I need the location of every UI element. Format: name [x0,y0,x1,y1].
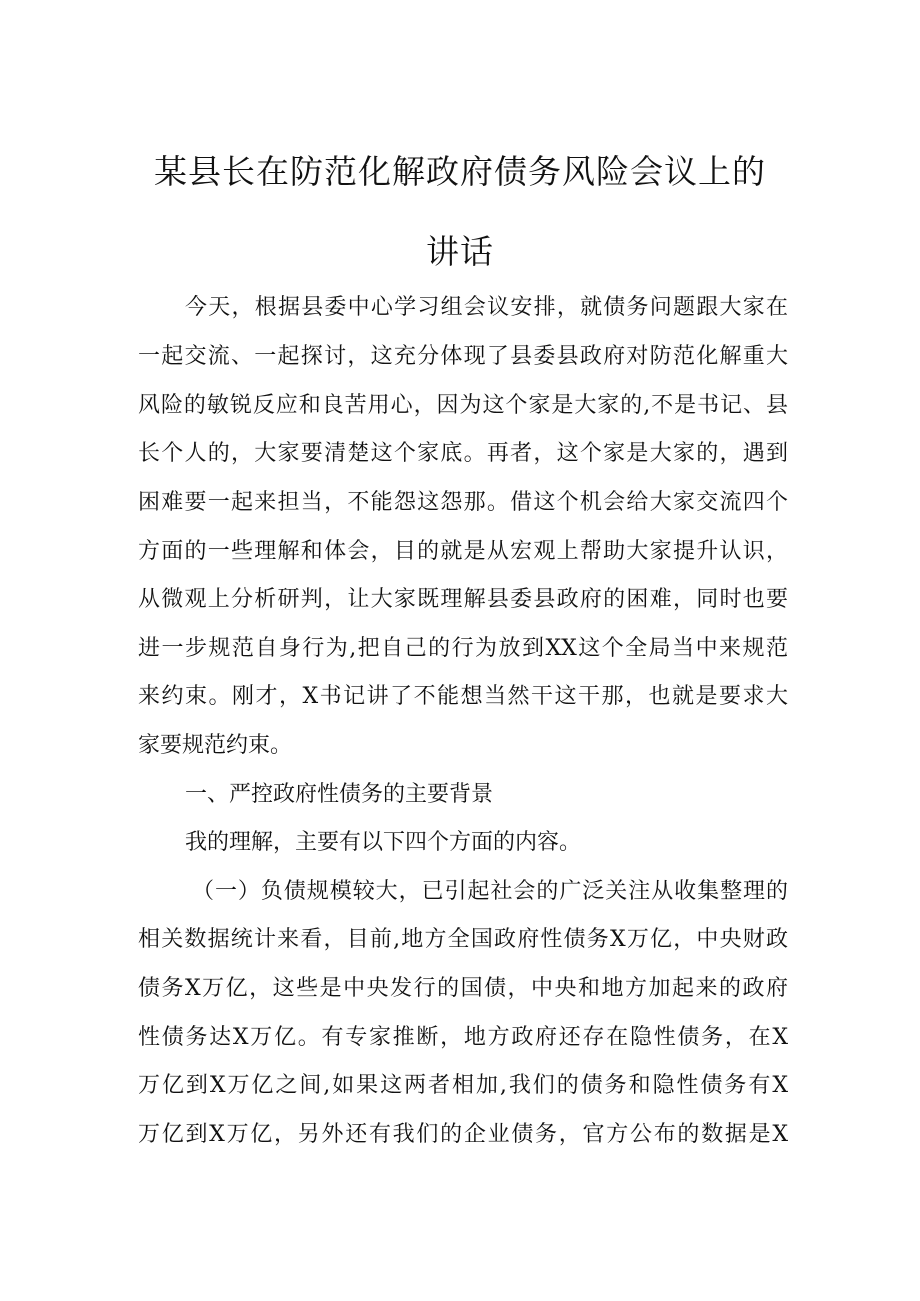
section-heading: 一、严控政府性债务的主要背景 [185,782,494,807]
paragraph-line: 困难要一起来担当，不能怨这怨那。借这个机会给大家交流四个 [138,490,788,515]
subsection-heading-line: （一）负债规模较大，已引起社会的广泛关注从收集整理的 [192,879,788,904]
document-title-line-1: 某县长在防范化解政府债务风险会议上的 [154,152,766,191]
paragraph-line: 从微观上分析研判，让大家既理解县委县政府的困难，同时也要 [138,587,788,612]
paragraph-line: 风险的敏锐反应和良苦用心，因为这个家是大家的,不是书记、县 [138,393,788,418]
paragraph-line: 万亿到X万亿之间,如果这两者相加,我们的债务和隐性债务有X [138,1073,788,1098]
paragraph-line: 万亿到X万亿，另外还有我们的企业债务，官方公布的数据是X [138,1122,788,1147]
paragraph-line: 来约束。刚才，X书记讲了不能想当然干这干那，也就是要求大 [138,684,788,709]
paragraph-line: 家要规范约束。 [138,733,293,758]
paragraph-line: 我的理解，主要有以下四个方面的内容。 [185,830,582,855]
paragraph-line: 长个人的，大家要清楚这个家底。再者，这个家是大家的，遇到 [138,441,788,466]
paragraph-line: 性债务达X万亿。有专家推断，地方政府还存在隐性债务，在X [138,1025,788,1050]
document-title-line-2: 讲话 [426,232,494,271]
paragraph-line: 相关数据统计来看，目前,地方全国政府性债务X万亿，中央财政 [138,927,788,952]
paragraph-line: 进一步规范自身行为,把自己的行为放到XX这个全局当中来规范 [138,636,788,661]
paragraph-line: 今天，根据县委中心学习组会议安排，就债务问题跟大家在 [185,295,788,320]
paragraph-line: 方面的一些理解和体会，目的就是从宏观上帮助大家提升认识， [138,539,788,564]
paragraph-line: 一起交流、一起探讨，这充分体现了县委县政府对防范化解重大 [138,344,788,369]
paragraph-line: 债务X万亿，这些是中央发行的国债，中央和地方加起来的政府 [138,976,788,1001]
